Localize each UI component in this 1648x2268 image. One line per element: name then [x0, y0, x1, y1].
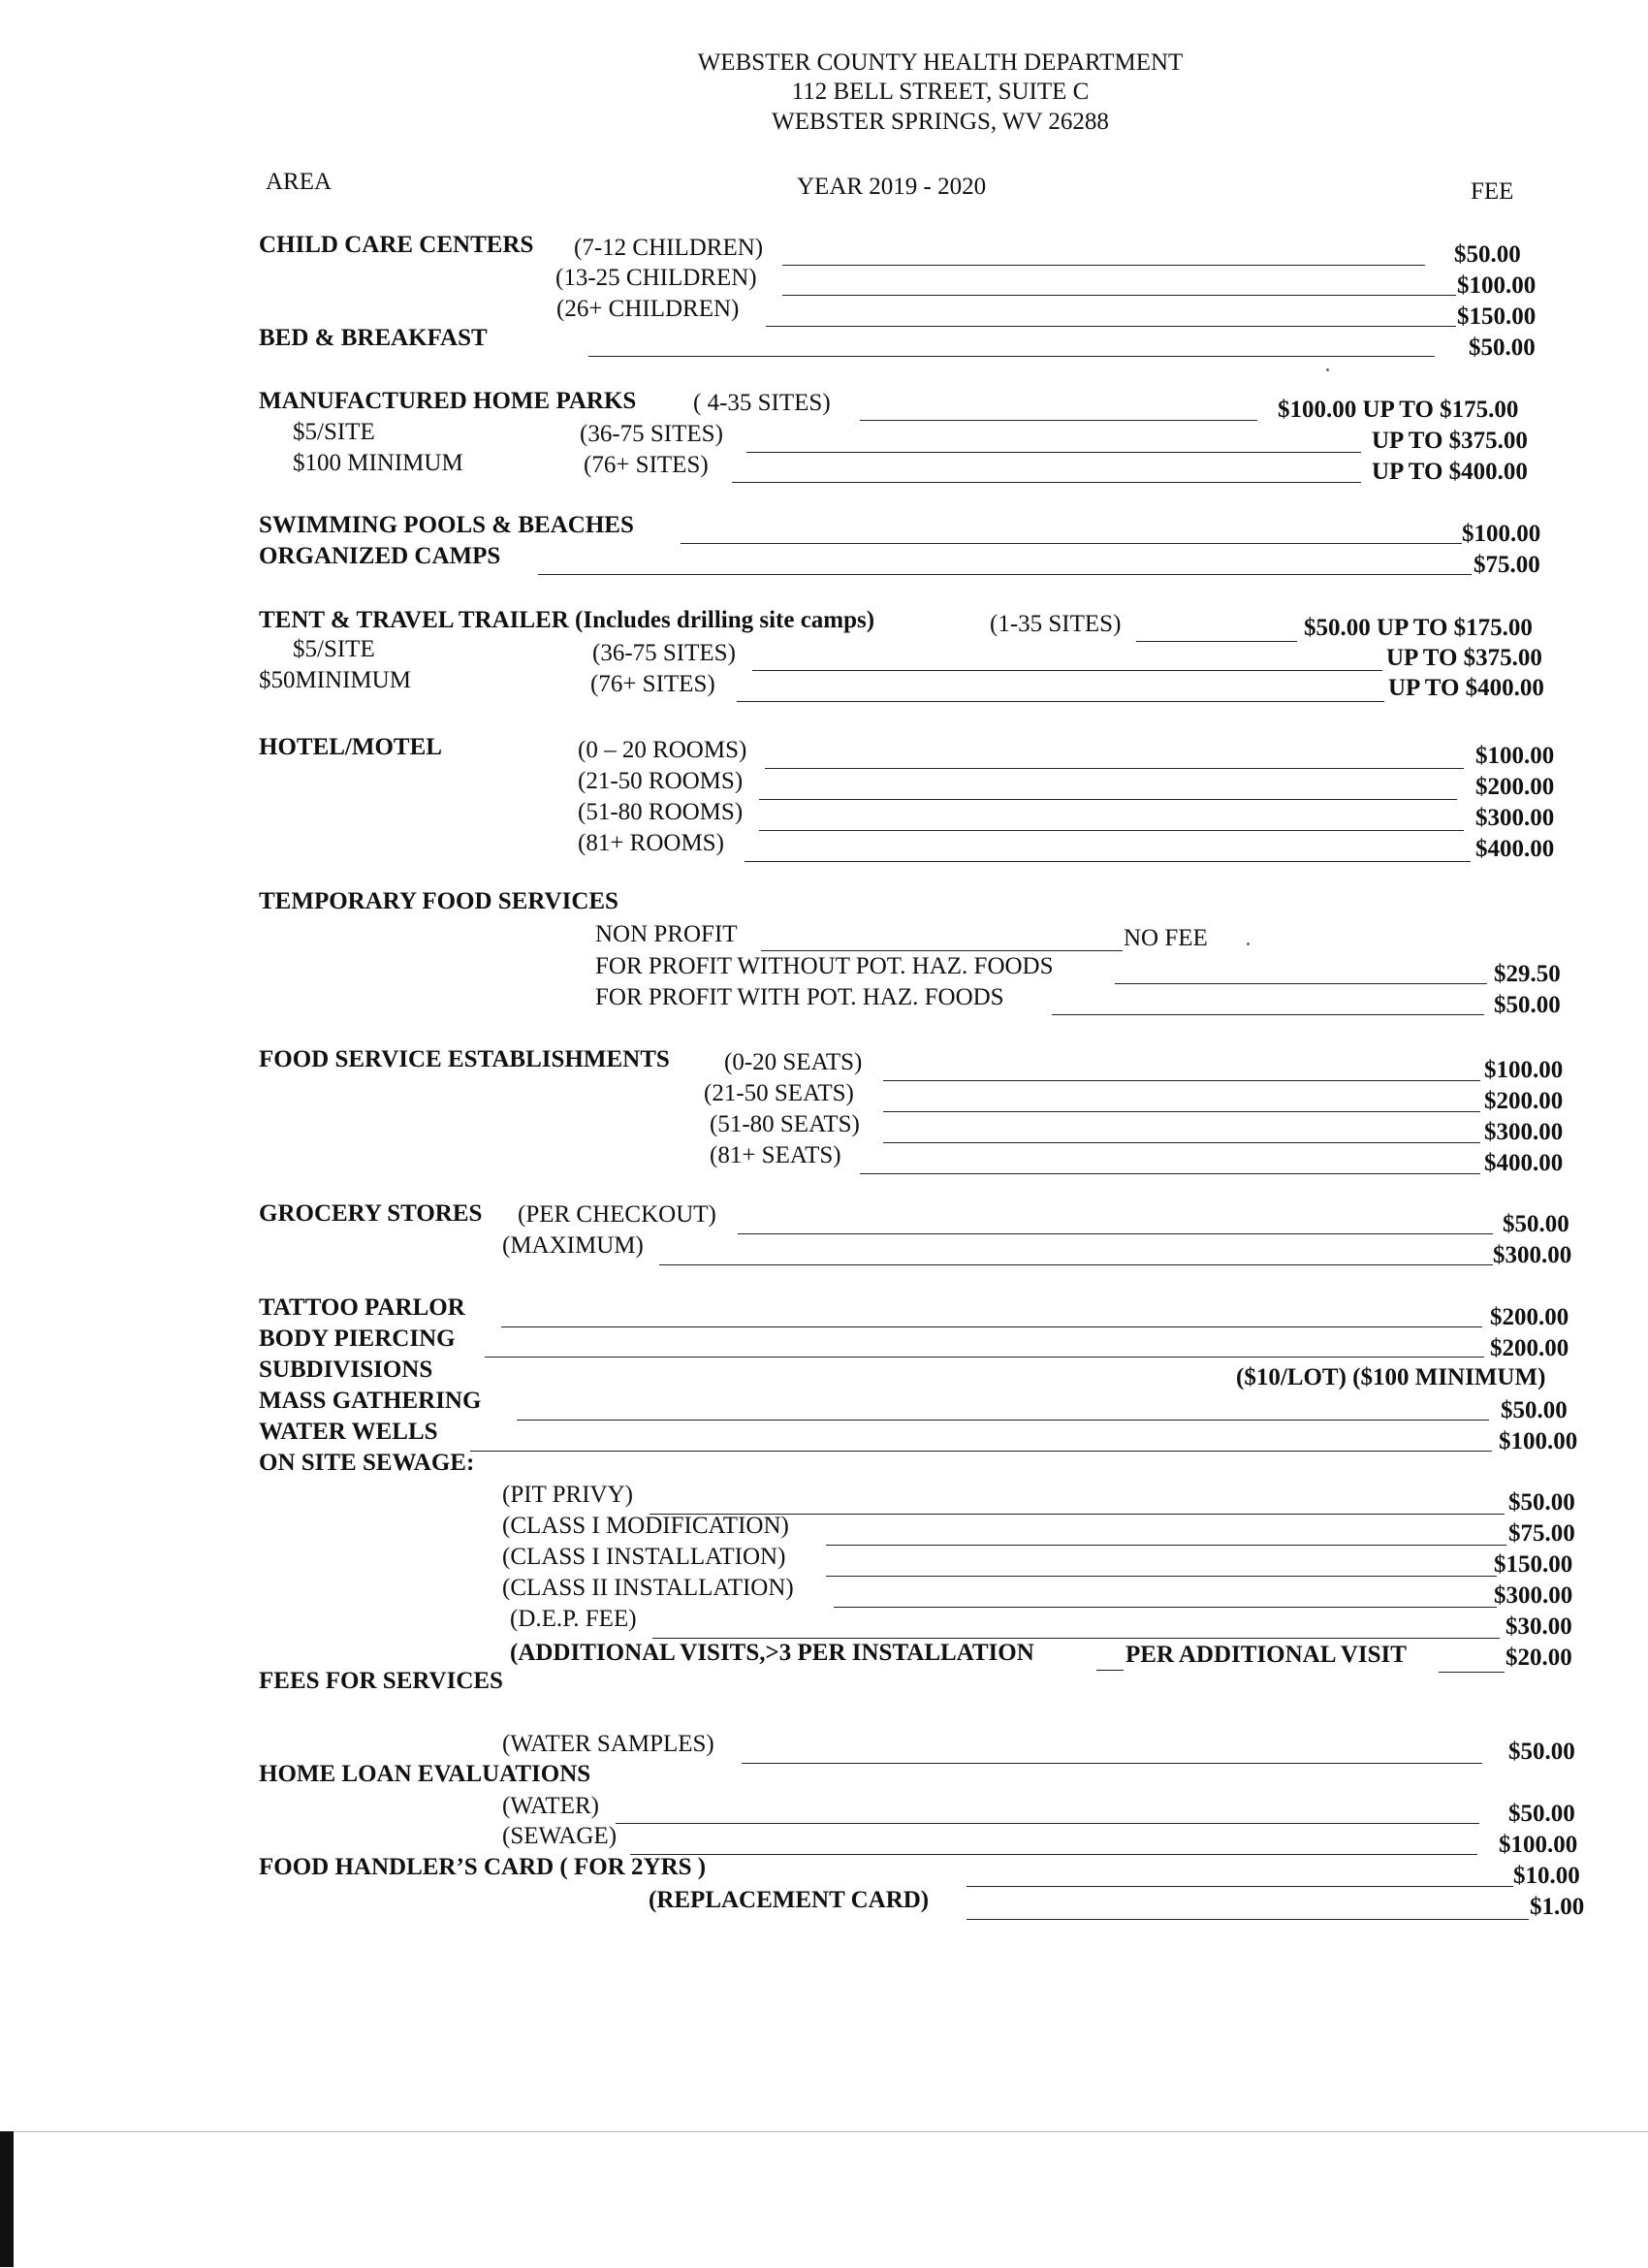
fill-line — [860, 1173, 1480, 1174]
fill-line — [860, 420, 1257, 421]
food-service-row-label: (0-20 SEATS) — [724, 1049, 863, 1075]
sewage-row-label: (CLASS I INSTALLATION) — [502, 1544, 786, 1570]
food-service-row-fee: $100.00 — [1484, 1057, 1564, 1083]
temp-food-row-fee: $29.50 — [1494, 961, 1561, 987]
manufactured-title: MANUFACTURED HOME PARKS — [259, 388, 637, 414]
piercing-title: BODY PIERCING — [259, 1326, 456, 1352]
sewage-row-fee: $75.00 — [1508, 1520, 1575, 1547]
tent-row-fee: $50.00 UP TO $175.00 — [1304, 615, 1533, 641]
food-service-row-label: (51-80 SEATS) — [710, 1111, 860, 1137]
fill-line — [759, 830, 1464, 831]
food-handler-fee: $10.00 — [1513, 1863, 1580, 1889]
sewage-row-label: (D.E.P. FEE) — [510, 1606, 637, 1632]
swimming-title: SWIMMING POOLS & BEACHES — [259, 512, 634, 538]
fill-line — [782, 265, 1425, 266]
bed-breakfast-title: BED & BREAKFAST — [259, 325, 488, 351]
fill-line — [883, 1080, 1480, 1081]
mass-title: MASS GATHERING — [259, 1388, 482, 1414]
fill-line — [766, 326, 1456, 327]
child-care-row-label: (13-25 CHILDREN) — [555, 265, 757, 291]
hotel-row-label: (81+ ROOMS) — [578, 830, 724, 856]
food-service-row-label: (81+ SEATS) — [710, 1142, 841, 1168]
tent-row-label: (36-75 SITES) — [592, 640, 736, 666]
fill-line — [630, 1854, 1477, 1855]
column-year: YEAR 2019 - 2020 — [797, 174, 987, 200]
tent-row-fee: UP TO $375.00 — [1386, 645, 1542, 671]
fill-line — [588, 356, 1435, 357]
sewage-row-fee: $150.00 — [1494, 1551, 1573, 1578]
home-loan-title: HOME LOAN EVALUATIONS — [259, 1761, 591, 1787]
sewage-title: ON SITE SEWAGE: — [259, 1450, 475, 1476]
tent-minimum: $50MINIMUM — [259, 667, 411, 693]
fill-line — [738, 1233, 1493, 1234]
sewage-additional-label: (ADDITIONAL VISITS,>3 PER INSTALLATION — [510, 1640, 1034, 1666]
child-care-row-fee: $50.00 — [1454, 241, 1521, 268]
tent-rate: $5/SITE — [293, 636, 375, 662]
hotel-row-fee: $200.00 — [1475, 774, 1555, 800]
fill-line — [517, 1420, 1489, 1421]
hotel-row-label: (21-50 ROOMS) — [578, 768, 744, 794]
hotel-title: HOTEL/MOTEL — [259, 734, 442, 760]
fill-line — [1136, 641, 1297, 642]
sewage-row-fee: $30.00 — [1505, 1613, 1572, 1640]
hotel-row-fee: $300.00 — [1475, 805, 1555, 831]
scan-speck — [1326, 368, 1329, 371]
home-loan-row-fee: $50.00 — [1508, 1801, 1575, 1827]
tent-row-label: (76+ SITES) — [590, 671, 715, 697]
manufactured-minimum: $100 MINIMUM — [293, 450, 463, 476]
tent-title: TENT & TRAVEL TRAILER (Includes drilling site camps) — [259, 607, 875, 633]
fill-line — [752, 670, 1382, 671]
food-service-row-fee: $200.00 — [1484, 1088, 1564, 1114]
camps-fee: $75.00 — [1474, 552, 1540, 578]
column-area: AREA — [266, 169, 333, 195]
temp-food-row-label: NON PROFIT — [595, 921, 738, 947]
child-care-row-label: (26+ CHILDREN) — [556, 296, 740, 322]
home-loan-row-label: (SEWAGE) — [502, 1823, 618, 1849]
sewage-row-label: (PIT PRIVY) — [502, 1482, 633, 1508]
child-care-row-fee: $150.00 — [1457, 303, 1537, 330]
grocery-title: GROCERY STORES — [259, 1200, 483, 1227]
tattoo-title: TATTOO PARLOR — [259, 1294, 465, 1321]
fill-line — [681, 543, 1462, 544]
swimming-fee: $100.00 — [1462, 521, 1541, 547]
tent-row-label: (1-35 SITES) — [990, 611, 1122, 637]
grocery-row-fee: $300.00 — [1493, 1242, 1572, 1268]
manufactured-rate: $5/SITE — [293, 419, 375, 445]
manufactured-row-fee: UP TO $375.00 — [1372, 428, 1528, 454]
scan-edge-bar — [0, 2131, 14, 2267]
piercing-fee: $200.00 — [1490, 1335, 1569, 1361]
fill-line — [834, 1607, 1497, 1608]
food-service-row-fee: $300.00 — [1484, 1119, 1564, 1145]
food-handler-replacement-fee: $1.00 — [1530, 1894, 1585, 1920]
header-line-2: 112 BELL STREET, SUITE C — [791, 79, 1090, 105]
fill-line — [883, 1142, 1480, 1143]
fill-line — [732, 482, 1361, 483]
wells-fee: $100.00 — [1499, 1428, 1578, 1454]
fill-line — [470, 1451, 1492, 1452]
fill-line — [485, 1357, 1484, 1358]
fill-line — [659, 1264, 1493, 1265]
fill-line — [745, 861, 1471, 862]
manufactured-row-fee: UP TO $400.00 — [1372, 459, 1528, 485]
fill-line — [967, 1919, 1529, 1920]
hotel-row-fee: $400.00 — [1475, 836, 1555, 862]
header-line-3: WEBSTER SPRINGS, WV 26288 — [772, 109, 1109, 135]
child-care-row-label: (7-12 CHILDREN) — [574, 235, 764, 261]
column-fee: FEE — [1471, 178, 1514, 205]
fill-line — [759, 799, 1457, 800]
scan-speck — [1247, 942, 1250, 945]
sewage-row-fee: $300.00 — [1494, 1582, 1573, 1609]
tattoo-fee: $200.00 — [1490, 1304, 1569, 1330]
home-loan-row-fee: $100.00 — [1499, 1832, 1578, 1858]
services-title: FEES FOR SERVICES — [259, 1668, 503, 1694]
grocery-row-label: (PER CHECKOUT) — [518, 1201, 716, 1228]
manufactured-row-fee: $100.00 UP TO $175.00 — [1278, 397, 1519, 423]
fill-line — [1096, 1670, 1124, 1671]
hotel-row-fee: $100.00 — [1475, 743, 1555, 769]
fill-line — [746, 452, 1361, 453]
fill-line — [761, 950, 1123, 951]
manufactured-row-label: ( 4-35 SITES) — [693, 390, 831, 416]
mass-fee: $50.00 — [1501, 1397, 1568, 1423]
services-row-label: (WATER SAMPLES) — [502, 1731, 714, 1757]
food-service-title: FOOD SERVICE ESTABLISHMENTS — [259, 1046, 670, 1072]
fill-line — [538, 574, 1472, 575]
fill-line — [826, 1576, 1497, 1577]
sewage-row-label: (CLASS I MODIFICATION) — [502, 1513, 789, 1539]
fill-line — [826, 1545, 1506, 1546]
food-handler-title: FOOD HANDLER’S CARD ( FOR 2YRS ) — [259, 1854, 707, 1880]
wells-title: WATER WELLS — [259, 1419, 438, 1445]
temp-food-row-fee: $50.00 — [1494, 992, 1561, 1018]
fill-line — [742, 1763, 1482, 1764]
fill-line — [1439, 1672, 1505, 1673]
header-line-1: WEBSTER COUNTY HEALTH DEPARTMENT — [697, 49, 1184, 76]
fill-line — [967, 1886, 1513, 1887]
food-service-row-fee: $400.00 — [1484, 1150, 1564, 1176]
subdivisions-fee: ($10/LOT) ($100 MINIMUM) — [1236, 1364, 1546, 1390]
sewage-additional-label-2: PER ADDITIONAL VISIT — [1125, 1642, 1407, 1668]
temp-food-row-fee: NO FEE — [1124, 925, 1208, 951]
temp-food-row-label: FOR PROFIT WITHOUT POT. HAZ. FOODS — [595, 953, 1054, 979]
services-row-fee: $50.00 — [1508, 1739, 1575, 1765]
camps-title: ORGANIZED CAMPS — [259, 543, 501, 569]
fill-line — [501, 1326, 1482, 1327]
grocery-row-fee: $50.00 — [1503, 1211, 1569, 1237]
manufactured-row-label: (36-75 SITES) — [580, 421, 723, 447]
fill-line — [737, 701, 1384, 702]
food-handler-replacement-label: (REPLACEMENT CARD) — [649, 1887, 930, 1913]
food-service-row-label: (21-50 SEATS) — [704, 1080, 854, 1106]
scan-bottom-band — [0, 2131, 1648, 2268]
sewage-row-fee: $50.00 — [1508, 1489, 1575, 1516]
sewage-row-label: (CLASS II INSTALLATION) — [502, 1575, 794, 1601]
bed-breakfast-fee: $50.00 — [1469, 335, 1536, 361]
manufactured-row-label: (76+ SITES) — [584, 452, 709, 478]
hotel-row-label: (0 – 20 ROOMS) — [578, 737, 747, 763]
temp-food-row-label: FOR PROFIT WITH POT. HAZ. FOODS — [595, 984, 1004, 1010]
child-care-title: CHILD CARE CENTERS — [259, 232, 534, 258]
fill-line — [616, 1823, 1479, 1824]
tent-row-fee: UP TO $400.00 — [1388, 675, 1544, 701]
fill-line — [782, 295, 1456, 296]
subdivisions-title: SUBDIVISIONS — [259, 1357, 433, 1383]
fill-line — [1052, 1014, 1484, 1015]
fill-line — [765, 768, 1464, 769]
home-loan-row-label: (WATER) — [502, 1793, 599, 1819]
temp-food-title: TEMPORARY FOOD SERVICES — [259, 888, 618, 914]
hotel-row-label: (51-80 ROOMS) — [578, 799, 744, 825]
fill-line — [883, 1111, 1480, 1112]
child-care-row-fee: $100.00 — [1457, 272, 1537, 299]
fill-line — [1115, 983, 1487, 984]
sewage-additional-fee: $20.00 — [1505, 1645, 1572, 1671]
grocery-row-label: (MAXIMUM) — [502, 1232, 644, 1259]
